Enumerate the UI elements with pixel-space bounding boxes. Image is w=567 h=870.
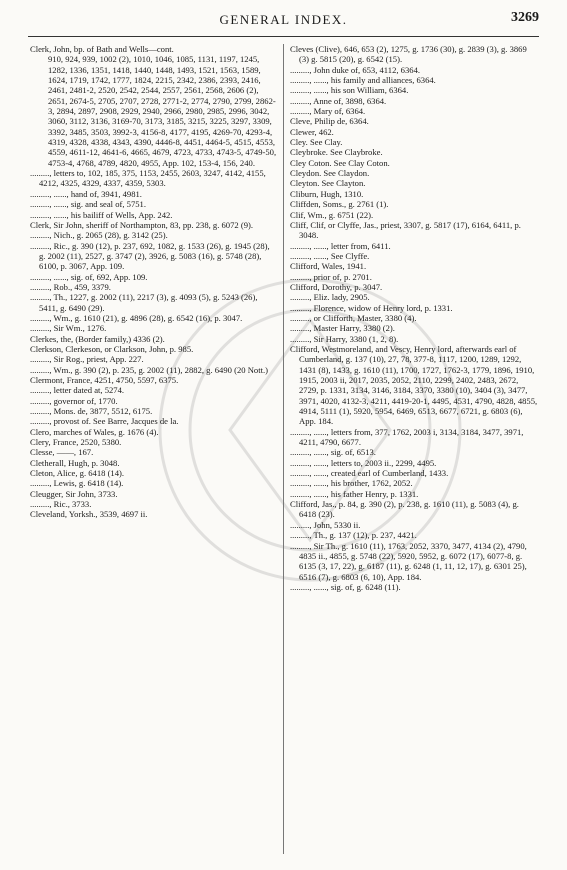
- index-entry: ........., Th., 1227, g. 2002 (11), 2217 (3), g. 4093 (5), g. 5243 (26), 5411, g. 6490 (29).: [30, 292, 258, 313]
- index-entry: Cley Coton. See Clay Coton.: [290, 157, 390, 168]
- header-rule: [28, 36, 539, 37]
- index-entry: ........., John, 5330 ii.: [290, 519, 361, 530]
- index-entry: ........., ......, his brother, 1762, 2052.: [290, 478, 413, 489]
- index-column-right: [290, 44, 538, 592]
- index-entry: ........., provost of. See Barre, Jacques de la.: [30, 416, 179, 427]
- index-entry: Cliburn, Hugh, 1310.: [290, 188, 364, 199]
- index-entry: ........., ......, letter from, 6411.: [290, 240, 391, 251]
- index-column-left: [30, 44, 278, 520]
- index-entry: ........., Wm., g. 390 (2), p. 235, g. 2002 (11), 2882, g. 6490 (20 Nott.): [30, 364, 268, 375]
- index-entry: ........., Lewis, g. 6418 (14).: [30, 478, 124, 489]
- index-entry: Clermont, France, 4251, 4750, 5597, 6375.: [30, 375, 179, 385]
- index-entry: ........., letters to, 102, 185, 375, 1153, 2455, 2603, 3247, 4142, 4155, 4212, 4325, 4329, 4337, 4359, 5303.: [30, 168, 266, 189]
- index-entry: ........., Sir Rog., priest, App. 227.: [30, 354, 144, 365]
- index-entry: ........., Eliz. lady, 2905.: [290, 292, 370, 303]
- index-entry: Cleybroke. See Claybroke.: [290, 147, 383, 158]
- index-entry: ........., Master Harry, 3380 (2).: [290, 323, 395, 334]
- index-entry: Clif, Wm., g. 6751 (22).: [290, 209, 374, 220]
- index-entry: Cleton, Alice, g. 6418 (14).: [30, 468, 125, 479]
- index-entry: Cleves (Clive), 646, 653 (2), 1275, g. 1736 (30), g. 2839 (3), g. 3869 (3) g. 5815 (20), g. 6542 (15).: [290, 44, 527, 65]
- index-entry: ........., ......, See Clyffe.: [290, 250, 370, 261]
- index-entry: ........., Th., g. 137 (12), p. 237, 4421.: [290, 530, 417, 541]
- index-entry: ........., Wm., g. 1610 (21), g. 4896 (28), g. 6542 (16), p. 3047.: [30, 312, 243, 323]
- index-entry: ........., Nich., g. 2065 (28), g. 3142 (25).: [30, 230, 168, 241]
- index-entry: ........., Mons. de, 3877, 5512, 6175.: [30, 406, 153, 417]
- index-entry: Cleveland, Yorksh., 3539, 4697 ii.: [30, 509, 148, 520]
- index-entry: ........., ......, sig. and seal of, 5751.: [30, 199, 147, 210]
- index-entry: Clerkson, Clerkeson, or Clarkson, John, p. 985.: [30, 343, 194, 354]
- index-entry: Clerk, Sir John, sheriff of Northampton, 83, pp. 238, g. 6072 (9).: [30, 219, 254, 230]
- index-entry: ........., ......, his son William, 6364.: [290, 85, 409, 96]
- index-entry: Clesse, ——, 167.: [30, 447, 94, 458]
- index-entry: ........., ......, sig. of, 692, App. 109.: [30, 271, 148, 282]
- running-title: GENERAL INDEX.: [219, 12, 348, 27]
- page-number: 3269: [511, 10, 539, 25]
- index-entry: Clero, marches of Wales, g. 1676 (4).: [30, 426, 159, 437]
- index-entry: Clifford, Westmoreland, and Vescy, Henry lord, afterwards earl of Cumberland, g. 137 (10), 27, 78, 377-8, 1117, 1200, 1289, 1292, 1431 (8), 1433, g. 1610 (11), 1700, 1727, 1762-3, 1779, 1896, 1910, 1915, 2003 ii, 2017, 2035, 2052, 2110, 2299, 2402, 2483, 2672, 2729, p. 1331, 3134, 3146, 3184, 3370, 3380 (10), 3404 (3), 3477, 3971, 4020, 4132-3, 4211, 4419-20-1, 4495, 4531, 4790, 4828, 4855, 4914, 5111 (1), 5920, 5954, 6469, 6513, 6677, 6721, g. 6803 (6), App. 184.: [290, 343, 538, 427]
- index-entry: ........., Florence, widow of Henry lord, p. 1331.: [290, 302, 453, 313]
- index-entry: ........., prior of, p. 2701.: [290, 271, 372, 282]
- index-entry: ........., ......, letters from, 377, 1762, 2003 i, 3134, 3184, 3477, 3971, 4211, 4790, 6677.: [290, 426, 524, 448]
- index-entry: ........., ......, his father Henry, p. 1331.: [290, 488, 419, 499]
- index-entry: Clerk, John, bp. of Bath and Wells—cont.: [30, 44, 174, 54]
- index-entry: ........., letter dated at, 5274.: [30, 385, 125, 396]
- index-entry: Clifford, Wales, 1941.: [290, 261, 367, 272]
- index-entry: ........., Rob., 459, 3379.: [30, 281, 111, 292]
- page-header: [0, 0, 567, 40]
- index-entry: Cletherall, Hugh, p. 3048.: [30, 457, 120, 468]
- index-entry: ........., ......, letters to, 2003 ii., 2299, 4495.: [290, 457, 437, 468]
- index-entry: Cleugger, Sir John, 3733.: [30, 488, 118, 499]
- index-entry: ........., ......, sig. of, g. 6248 (11).: [290, 581, 401, 592]
- index-entry: ........., John duke of, 653, 4112, 6364.: [290, 64, 421, 75]
- index-entry: ........., Anne of, 3898, 6364.: [290, 95, 387, 106]
- index-entry: Cley. See Clay.: [290, 137, 343, 148]
- index-entry: Clery, France, 2520, 5380.: [30, 437, 122, 448]
- column-divider: [283, 44, 284, 854]
- index-entry: ........., Ric., 3733.: [30, 499, 92, 510]
- index-entry: ........., governor of, 1770.: [30, 395, 118, 406]
- index-entry: ........., ......, sig. of, 6513.: [290, 447, 376, 458]
- index-entry: ........., ......, his bailiff of Wells, App. 242.: [30, 209, 173, 220]
- index-entry: Cleve, Philip de, 6364.: [290, 116, 369, 127]
- index-entry: Cleydon. See Claydon.: [290, 168, 370, 179]
- index-entry: ........., Mary of, 6364.: [290, 106, 366, 117]
- index-entry: Cliffden, Soms., g. 2761 (1).: [290, 199, 389, 210]
- index-entry: Cleyton. See Clayton.: [290, 178, 366, 189]
- index-entry: ........., Sir Harry, 3380 (1, 2, 8).: [290, 333, 399, 344]
- index-entry: Clifford, Jas., p. 84, g. 390 (2), p. 238, g. 1610 (11), g. 5083 (4), g. 6418 (23).: [290, 499, 519, 520]
- index-entry: Clerkes, the, (Border family,) 4336 (2).: [30, 333, 165, 344]
- index-entry: ........., ......, his family and alliances, 6364.: [290, 75, 436, 86]
- index-entry: ........., Sir Wm., 1276.: [30, 323, 107, 334]
- index-entry: Cliff, Clif, or Clyffe, Jas., priest, 3307, g. 5817 (17), 6164, 6411, p. 3048.: [290, 219, 521, 241]
- index-entry: ........., ......, hand of, 3941, 4981.: [30, 188, 142, 199]
- index-entry: Clifford, Dorothy, p. 3047.: [290, 281, 383, 292]
- index-entry: ........., or Clifforth, Master, 3380 (4).: [290, 312, 417, 323]
- index-entry: Clewer, 462.: [290, 126, 334, 137]
- index-entry: ........., ......, created earl of Cumberland, 1433.: [290, 468, 449, 479]
- index-entry: ........., Sir Th., g. 1610 (11), 1763, 2052, 3370, 3477, 4134 (2), 4790, 4835 ii., 4855, g. 5748 (22), 5920, 5952, g. 6072 (17), 6077-8, g. 6135 (3, 17, 22), g. 6187 (11), g. 6248 (1, 11, 12, 17), g. 6301 25), 6516 (7), g. 6803 (6, 10), App. 184.: [290, 540, 527, 582]
- index-entry: 910, 924, 939, 1002 (2), 1010, 1046, 1085, 1131, 1197, 1245, 1282, 1336, 1351, 1418, 1440, 1448, 1493, 1521, 1563, 1589, 1624, 1719, 1742, 1777, 1824, 2215, 2342, 2386, 2393, 2416, 2461, 2481-2, 2520, 2542, 2544, 2557, 2561, 2568, 2606 (2), 2651, 2674-5, 2705, 2707, 2728, 2771-2, 2774, 2790, 2799, 2862-3, 2894, 2897, 2908, 2929, 2940, 2966, 2980, 2985, 2996, 3042, 3060, 3112, 3136, 3169-70, 3173, 3185, 3215, 3225, 3297, 3309, 3392, 3485, 3503, 3992-3, 4156-8, 4177, 4195, 4269-70, 4293-4, 4319, 4328, 4338, 4343, 4390, 4446-8, 4451, 4464-5, 4515, 4553, 4559, 4611-12, 4641-6, 4665, 4679, 4723, 4733, 4743-5, 4749-50, 4753-4, 4768, 4789, 4820, 4955, App. 102, 153-4, 156, 240.: [48, 54, 277, 168]
- index-entry: ........., Ric., g. 390 (12), p. 237, 692, 1082, g. 1533 (26), g. 1945 (28), g. 2002 (11), 2527, g. 3747 (2), 3926, g. 5083 (16), g. 5748 (28), 6100, p. 3067, App. 109.: [30, 240, 270, 272]
